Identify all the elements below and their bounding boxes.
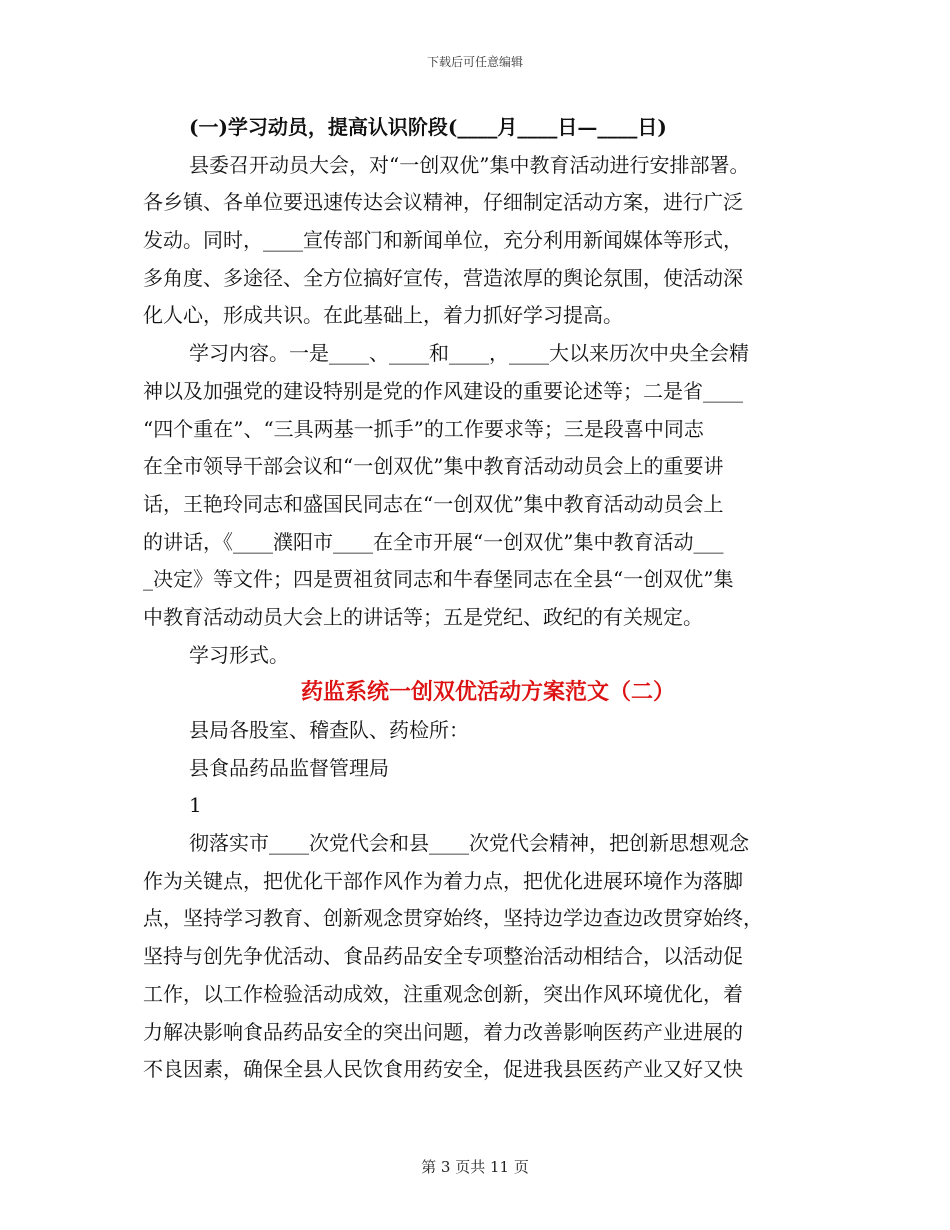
page-header: 下载后可任意编辑 xyxy=(426,55,523,69)
paragraph-study-form: 学习形式。 xyxy=(189,642,289,667)
paragraph-line: 的讲话，《____濮阳市____在全市开展“一创双优”集中教育活动___ xyxy=(143,529,724,554)
paragraph-line: 在全市领导干部会议和“一创双优”集中教育活动动员会上的重要讲 xyxy=(143,454,724,479)
organization-line: 县食品药品监督管理局 xyxy=(189,755,389,780)
paragraph-line: 化人心，形成共识。在此基础上，着力抓好学习提高。 xyxy=(143,303,623,328)
paragraph-implementation xyxy=(143,825,813,1089)
paragraph-line: 学习内容。一是____、____和____，____大以来历次中央全会精 xyxy=(189,341,749,366)
paragraph-line: 多角度、多途径、全方位搞好宣传，营造浓厚的舆论氛围，使活动深 xyxy=(143,265,743,290)
document-body xyxy=(143,109,813,1089)
paragraph-line: 话，王艳玲同志和盛国民同志在“一创双优”集中教育活动动员会上 xyxy=(143,491,724,516)
paragraph-line: “四个重在”、“三具两基一抓手”的工作要求等；三是段喜中同志 xyxy=(143,416,704,441)
paragraph-line: _决定》等文件；四是贾祖贫同志和牛春堡同志在全县“一创双优”集 xyxy=(143,567,734,592)
section-number: 1 xyxy=(189,793,202,818)
paragraph-line: 不良因素，确保全县人民饮食用药安全，促进我县医药产业又好又快 xyxy=(143,1057,743,1082)
paragraph-line: 各乡镇、各单位要迅速传达会议精神，仔细制定活动方案，进行广泛 xyxy=(143,190,743,215)
document-title: 药监系统一创双优活动方案范文（二） xyxy=(300,679,675,706)
addressee-line: 县局各股室、稽查队、药检所： xyxy=(189,718,469,742)
paragraph-line: 工作，以工作检验活动成效，注重观念创新，突出作风环境优化，着 xyxy=(143,981,743,1006)
paragraph-study-content xyxy=(143,335,813,637)
paragraph-line: 坚持与创先争优活动、食品药品安全专项整治活动相结合，以活动促 xyxy=(143,944,743,969)
paragraph-line: 作为关键点，把优化干部作风作为着力点，把优化进展环境作为落脚 xyxy=(143,868,743,893)
page-footer: 第 3 页共 11 页 xyxy=(421,1158,529,1176)
paragraph-activity-mobilization xyxy=(143,147,813,335)
paragraph-line: 点，坚持学习教育、创新观念贯穿始终，坚持边学边查边改贯穿始终， xyxy=(143,906,763,931)
paragraph-line: 力解决影响食品药品安全的突出问题，着力改善影响医药产业进展的 xyxy=(143,1019,743,1044)
paragraph-line: 神以及加强党的建设特别是党的作风建设的重要论述等；二是省____ xyxy=(143,378,743,403)
section-heading: (一)学习动员，提高认识阶段(____月____日—____日) xyxy=(189,115,667,139)
paragraph-line: 发动。同时，____宣传部门和新闻单位，充分利用新闻媒体等形式， xyxy=(143,228,743,253)
paragraph-line: 县委召开动员大会，对“一创双优”集中教育活动进行安排部署。 xyxy=(189,152,750,177)
paragraph-line: 中教育活动动员大会上的讲话等；五是党纪、政纪的有关规定。 xyxy=(143,604,703,629)
paragraph-line: 彻落实市____次党代会和县____次党代会精神，把创新思想观念 xyxy=(189,831,749,856)
